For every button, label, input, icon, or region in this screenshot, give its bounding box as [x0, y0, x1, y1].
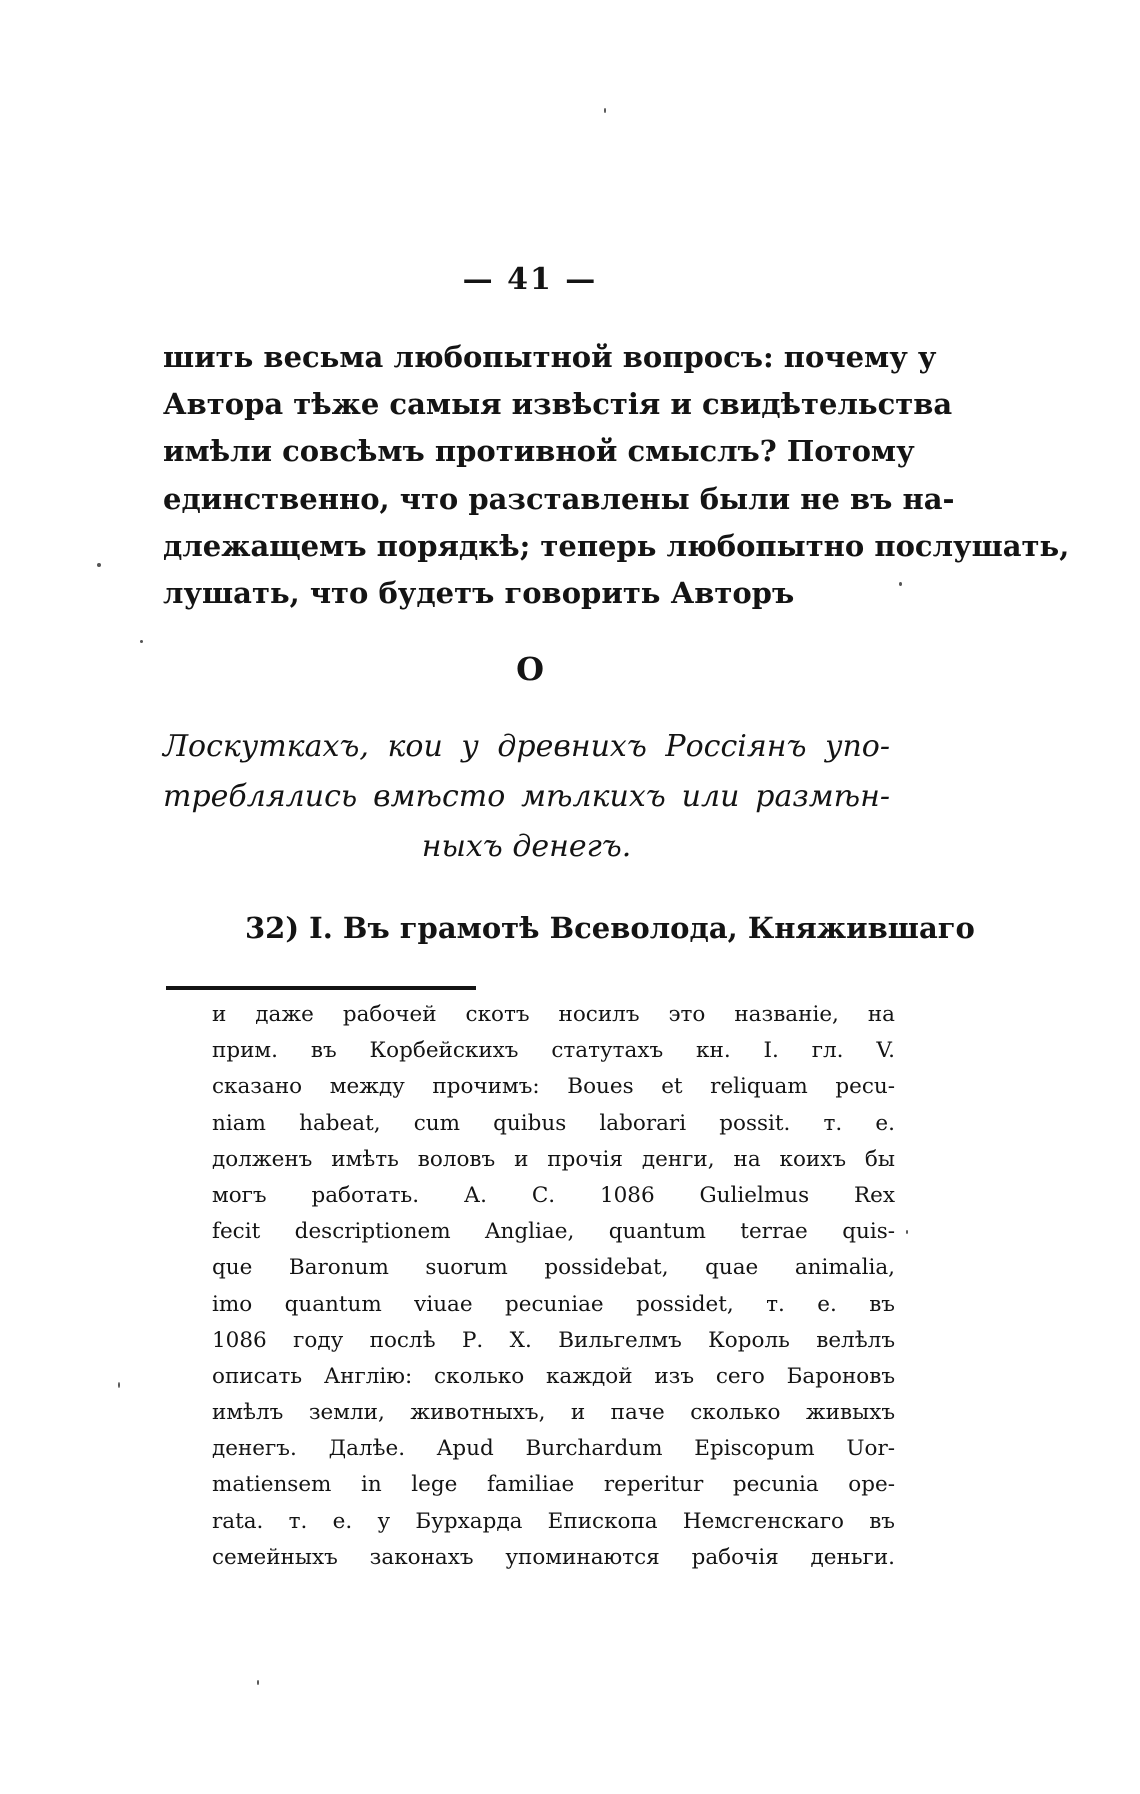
section-title-line: треблялись вмѣсто мѣлкихъ или размѣн-	[163, 779, 890, 814]
footnote-line: прим. въ Корбейскихъ статутахъ кн. I. гл. V.	[212, 1038, 895, 1064]
section-title	[163, 722, 890, 872]
footnote-line: 1086 году послѣ Р. Х. Вильгелмъ Король велѣлъ	[212, 1327, 895, 1353]
page-number: — 41 —	[462, 262, 598, 297]
section-title-line: ныхъ денегъ.	[421, 829, 632, 864]
footnote-line: imo quantum viuae pecuniae possidet, т. е. въ	[212, 1291, 895, 1317]
scan-speck	[899, 582, 902, 586]
scan-speck	[118, 1382, 120, 1388]
body-line: шить весьма любопытной вопросъ: почему у	[163, 340, 937, 374]
scan-speck	[604, 108, 606, 113]
scan-speck	[140, 640, 143, 643]
footnote-line: rata. т. е. у Бурхарда Епископа Немсгенскаго въ	[212, 1508, 895, 1534]
body-line: имѣли совсѣмъ противной смыслъ? Потому	[163, 434, 915, 469]
section-heading-letter: О	[516, 650, 544, 688]
footnote-line: могъ работать. А. С. 1086 Gulielmus Rex	[212, 1182, 895, 1208]
footnote-line: имѣлъ земли, животныхъ, и паче сколько живыхъ	[212, 1400, 895, 1426]
footnote-line: описать Англію: сколько каждой изъ сего Бароновъ	[212, 1363, 895, 1389]
body-line: Автора тѣже самыя извѣстія и свидѣтельства	[163, 387, 953, 422]
footnote-line: matiensem in lege familiae reperitur pecunia ope-	[212, 1472, 895, 1498]
footnote-line: сказано между прочимъ: Boues et reliquam pecu-	[212, 1074, 895, 1100]
footnote-line: niam habeat, cum quibus laborari possit. т. е.	[212, 1110, 895, 1136]
scan-speck	[257, 1680, 259, 1685]
scan-speck	[97, 563, 101, 567]
body-text	[163, 334, 1070, 617]
body-line: лушать, что будетъ говорить Авторъ	[163, 575, 795, 610]
footnote-line: семейныхъ законахъ упоминаются рабочія деньги.	[212, 1544, 895, 1570]
footnote-line: que Baronum suorum possidebat, quae animalia,	[212, 1255, 895, 1281]
footnote-line: fecit descriptionem Angliae, quantum terrae quis-	[212, 1219, 895, 1245]
footnote-divider	[166, 986, 476, 990]
footnote-line: денегъ. Далѣе. Apud Burchardum Episcopum Uor-	[212, 1436, 895, 1462]
body-line: длежащемъ порядкѣ; теперь любопытно послушать,	[163, 528, 1070, 563]
paragraph-first-line: 32) I. Въ грамотѣ Всеволода, Княжившаго	[245, 911, 975, 945]
section-title-line: Лоскуткахъ, кои у древнихъ Россіянъ упо-	[163, 729, 890, 764]
footnote	[212, 997, 895, 1576]
footnote-line: долженъ имѣть воловъ и прочія денги, на коихъ бы	[212, 1146, 895, 1172]
footnote-line: и даже рабочей скотъ носилъ это названіе, на	[212, 1002, 895, 1027]
scan-speck	[906, 1230, 908, 1234]
body-line: единственно, что разставлены были не въ на-	[163, 481, 955, 516]
